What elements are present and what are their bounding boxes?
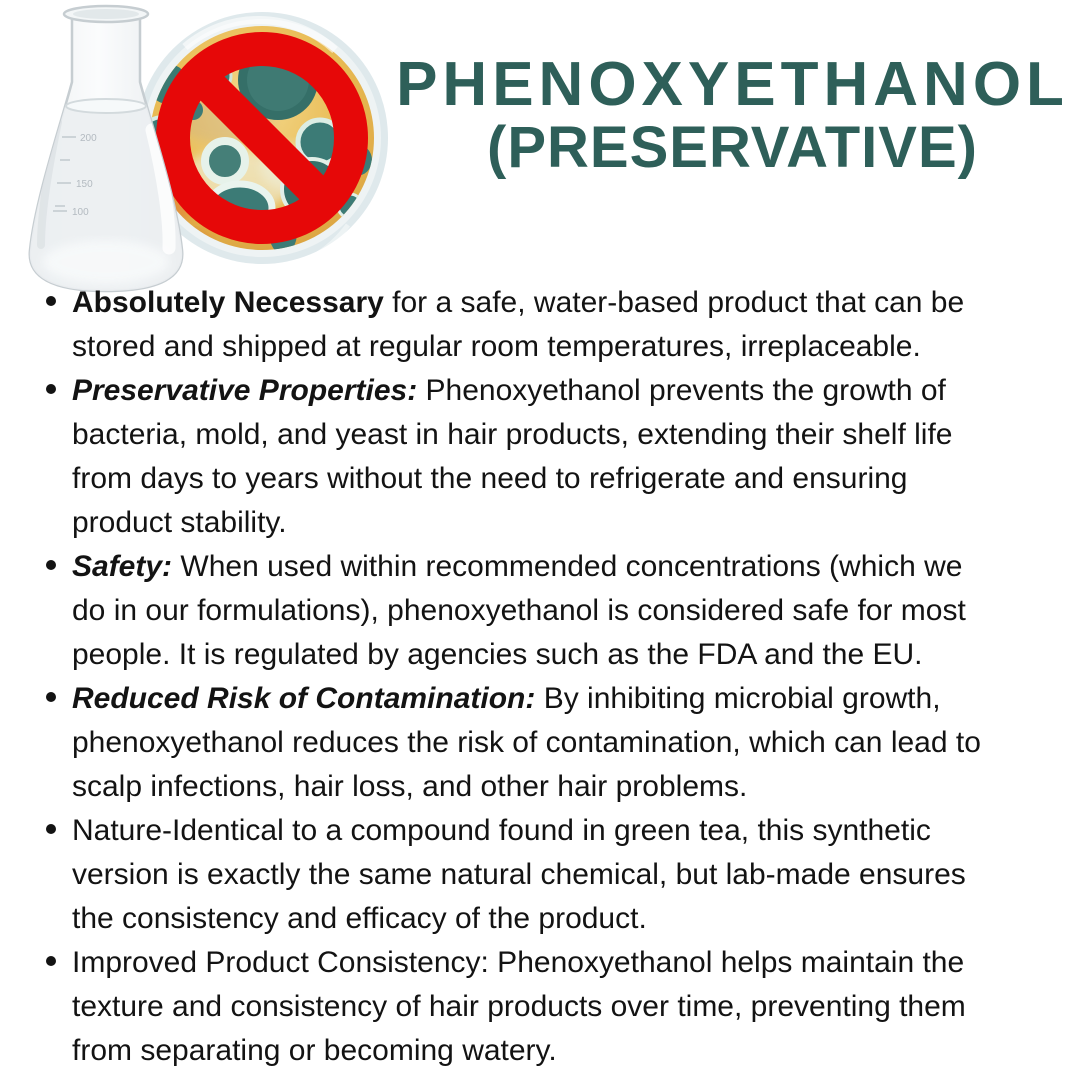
flask-mark-200: 200: [80, 133, 97, 144]
bullet-text: Phenoxyethanol prevents the growth of bacteria, mold, and yeast in hair products, extending their shelf life from days to years without the need to refrigerate and ensuring product stability.: [72, 374, 953, 539]
list-item: [40, 545, 992, 677]
list-item: [40, 677, 992, 809]
bullet-text: By inhibiting microbial growth, phenoxyethanol reduces the risk of contamination, which can lead to scalp infections, hair loss, and other hair problems.: [72, 682, 981, 803]
list-item: [40, 809, 992, 941]
bullet-dot: [46, 296, 56, 306]
benefits-list: [40, 281, 992, 1073]
bullet-dot: [46, 956, 56, 966]
bullet-lead: Safety:: [72, 550, 173, 583]
bullet-dot: [46, 384, 56, 394]
title-line-1: PHENOXYETHANOL: [396, 50, 1069, 119]
bullet-text: Improved Product Consistency: Phenoxyethanol helps maintain the texture and consistency of hair products over time, preventing them from separating or becoming watery.: [72, 946, 966, 1067]
bullet-lead: Absolutely Necessary: [72, 286, 384, 319]
bullet-lead: Preservative Properties:: [72, 374, 418, 407]
list-item: [40, 369, 992, 545]
bullet-text: Nature-Identical to a compound found in green tea, this synthetic version is exactly the same natural chemical, but lab-made ensures the consistency and efficacy of the product.: [72, 814, 966, 935]
bullet-dot: [46, 824, 56, 834]
bullet-lead: Reduced Risk of Contamination:: [72, 682, 536, 715]
page-title: [385, 52, 1080, 178]
bullet-text: When used within recommended concentrations (which we do in our formulations), phenoxyethanol is considered safe for most people. It is regulated by agencies such as the FDA and the EU.: [72, 550, 966, 671]
hero-svg: [0, 0, 410, 300]
list-item: [40, 281, 992, 369]
hero-illustration: [0, 0, 410, 300]
bullet-text: for a safe, water-based product that can be stored and shipped at regular room temperatures, irreplaceable.: [72, 286, 965, 363]
bullet-dot: [46, 560, 56, 570]
flask-mark-150: 150: [76, 179, 93, 190]
title-line-2: (PRESERVATIVE): [487, 115, 978, 180]
list-item: [40, 941, 992, 1073]
flask-mark-100: 100: [72, 207, 89, 218]
bullet-dot: [46, 692, 56, 702]
